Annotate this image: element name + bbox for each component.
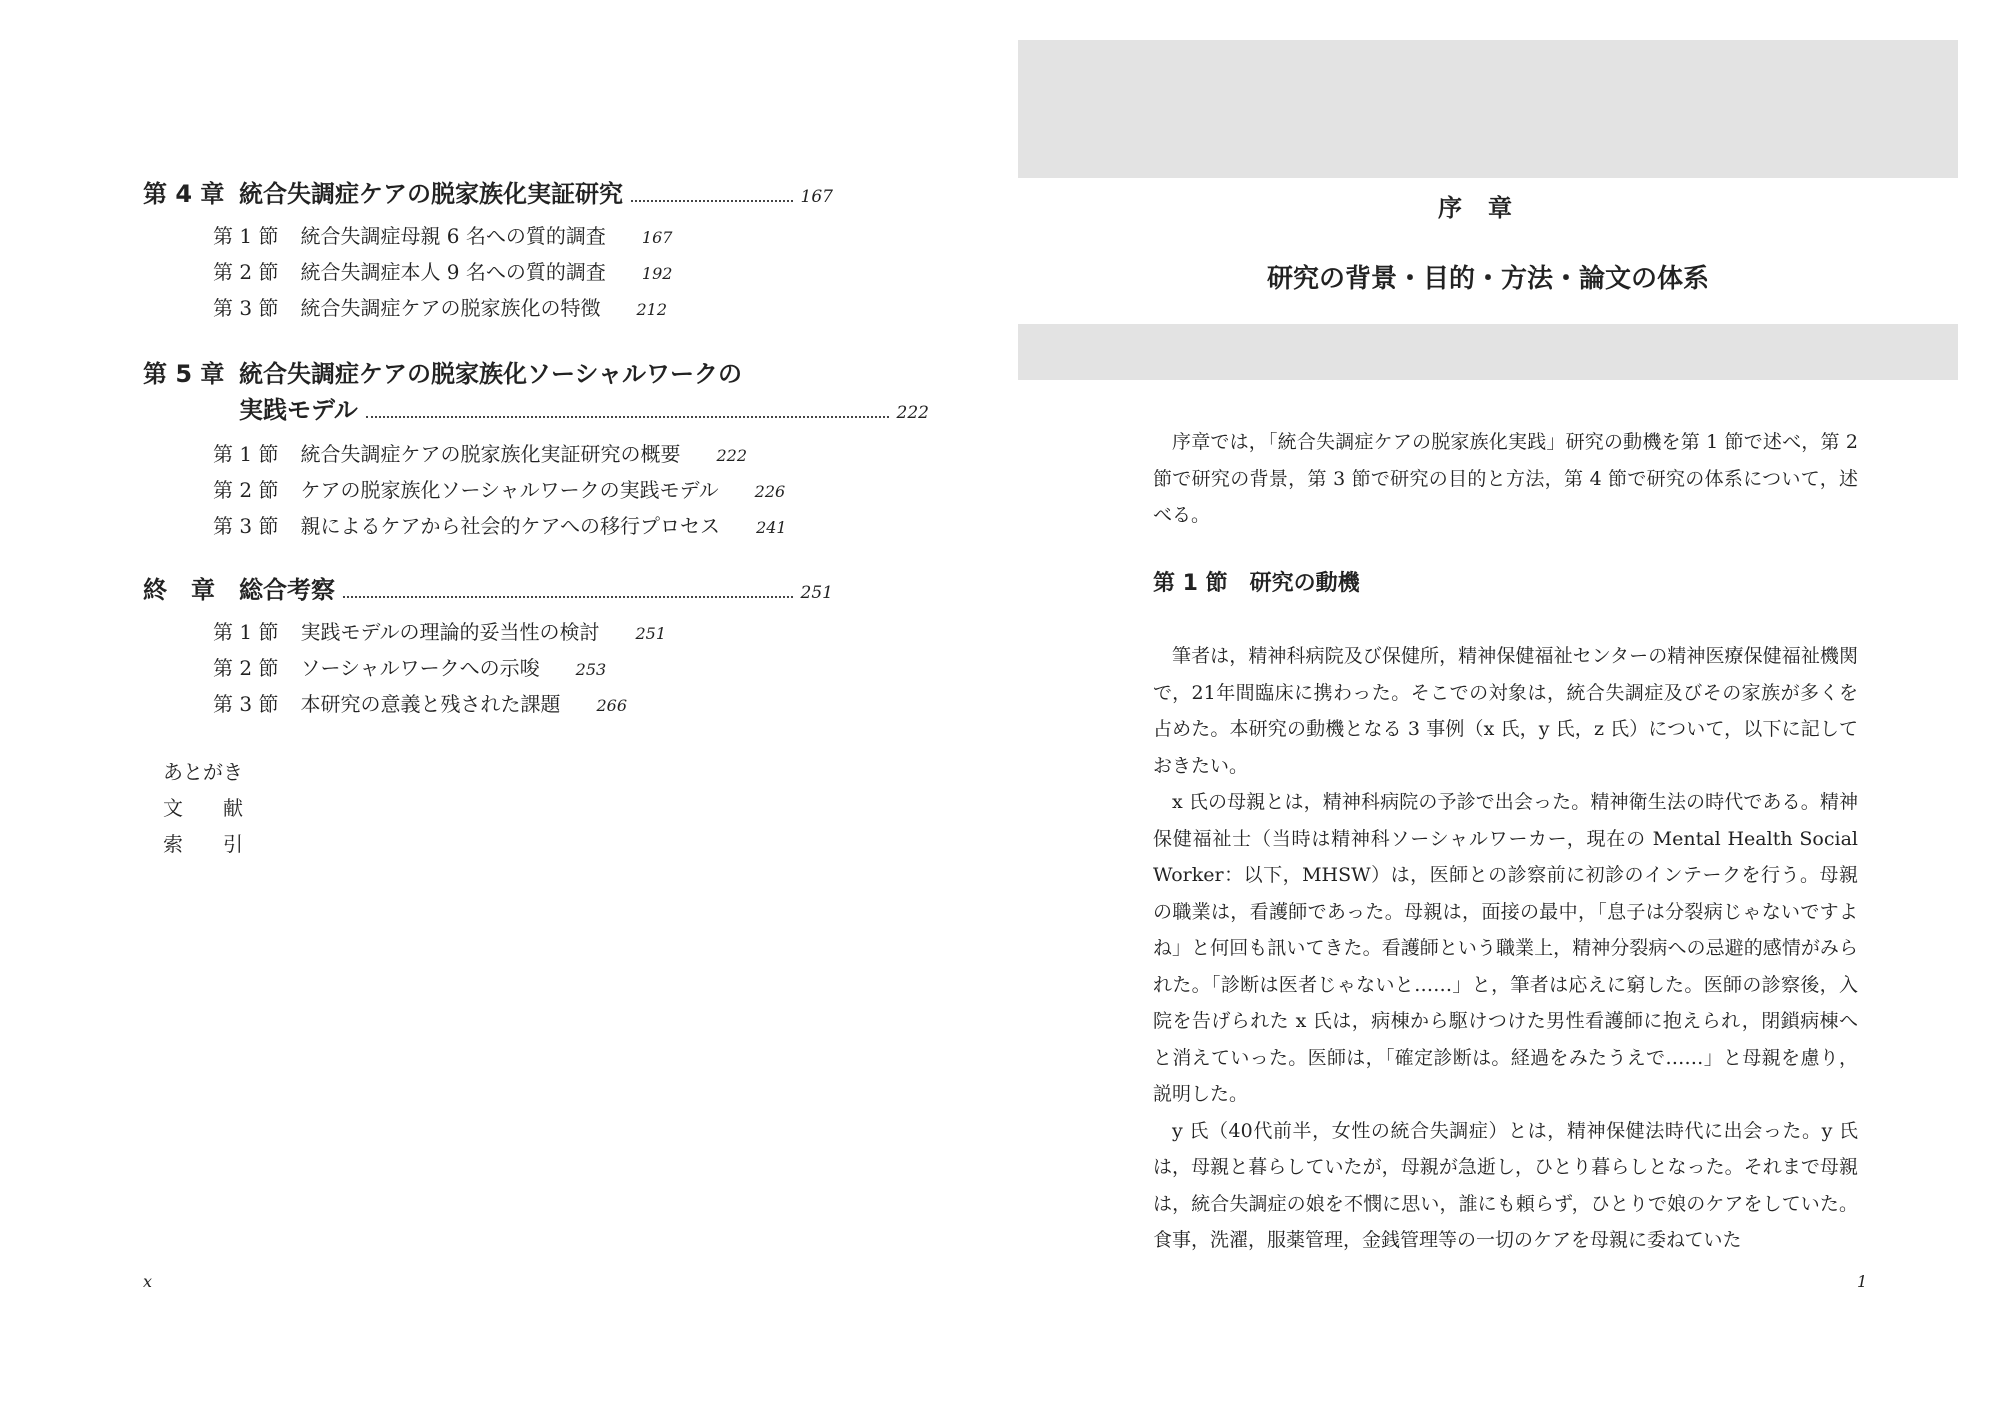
header-gray-band-bottom — [1018, 324, 1958, 380]
section-title: 本研究の意義と残された課題 — [300, 692, 561, 716]
toc-chapter-5 — [143, 356, 929, 431]
section-page: 192 — [641, 264, 673, 283]
toc-chapter-4 — [143, 176, 833, 215]
chapter-number: 終 章 — [143, 576, 215, 604]
section-page: 251 — [635, 624, 666, 643]
chapter-number: 第 5 章 — [143, 360, 225, 388]
section-number: 第 1 節 — [213, 442, 279, 466]
chapter-title: 統合失調症ケアの脱家族化実証研究 — [239, 180, 623, 208]
toc-section — [213, 254, 672, 292]
toc-section — [213, 472, 785, 510]
chapter-page: 167 — [800, 187, 833, 207]
section-number: 第 2 節 — [213, 656, 279, 680]
section-page: 167 — [641, 228, 673, 247]
section-number: 第 1 節 — [213, 620, 279, 644]
toc-section — [213, 436, 747, 474]
backmatter-afterword: あとがき — [163, 760, 243, 784]
section-title: ソーシャルワークへの示唆 — [300, 656, 540, 680]
chapter-page: 222 — [896, 403, 929, 423]
section-title: 統合失調症ケアの脱家族化の特徴 — [300, 296, 601, 320]
section-number: 第 3 節 — [213, 692, 279, 716]
header-gray-band-top — [1018, 40, 1958, 178]
dot-leader — [343, 595, 793, 598]
chapter-number: 第 4 章 — [143, 180, 225, 208]
chapter-title: 統合失調症ケアの脱家族化ソーシャルワークの — [239, 360, 743, 388]
body-paragraph: x 氏の母親とは，精神科病院の予診で出会った。精神衛生法の時代である。精神保健福祉士（当時は精神科ソーシャルワーカー，現在の Mental Health Social Worker：以下，MHSW）は，医師との診察前に初診のインテークを行う。母親の職業は，看護師であった。母親は，面接の最中，「息子は分裂病じゃないですよね」と何回も訊いてきた。看護師という職業上，精神分裂病への忌避的感情がみられた。「診断は医者じゃないと……」と，筆者は応えに窮した。医師の診察後，入院を告げられた x 氏は，病棟から駆けつけた男性看護師に抱えられ，閉鎖病棟へと消えていった。医師は，「確定診断は。経過をみたうえで……」と母親を慮り，説明した。 — [1153, 791, 1858, 1105]
section-heading: 第 1 節 研究の動機 — [1153, 571, 1360, 596]
section-number: 第 3 節 — [213, 296, 279, 320]
section-page: 241 — [756, 518, 787, 537]
toc-section — [213, 290, 667, 328]
page-number-left: x — [143, 1272, 153, 1291]
body-paragraph: 筆者は，精神科病院及び保健所，精神保健福祉センターの精神医療保健福祉機関で，21年間臨床に携わった。そこでの対象は，統合失調症及びその家族が多くを占めた。本研究の動機となる 3 事例（x 氏，y 氏，z 氏）について，以下に記しておきたい。 — [1153, 645, 1858, 777]
section-page: 222 — [716, 446, 747, 465]
dot-leader — [631, 199, 793, 202]
section-page: 253 — [575, 660, 607, 679]
toc-section — [213, 650, 606, 688]
intro-paragraph: 序章では，「統合失調症ケアの脱家族化実践」研究の動機を第 1 節で述べ，第 2 節で研究の背景，第 3 節で研究の目的と方法，第 4 節で研究の体系について，述べる。 — [1153, 431, 1858, 526]
chapter-title-continued: 実践モデル — [239, 396, 358, 424]
backmatter-index: 索 引 — [163, 832, 243, 856]
prologue-label: 序章 — [1438, 194, 1538, 222]
section-title: 親によるケアから社会的ケアへの移行プロセス — [300, 514, 721, 538]
section-title: 統合失調症本人 9 名への質的調査 — [300, 260, 606, 284]
section-number: 第 2 節 — [213, 478, 279, 502]
body-paragraph: y 氏（40代前半，女性の統合失調症）とは，精神保健法時代に出会った。y 氏は，母親と暮らしていたが，母親が急逝し，ひとり暮らしとなった。それまで母親は，統合失調症の娘を不憫に思い，誰にも頼らず，ひとりで娘のケアをしていた。食事，洗濯，服薬管理，金銭管理等の一切のケアを母親に委ねていた — [1153, 1119, 1858, 1251]
section-number: 第 2 節 — [213, 260, 279, 284]
toc-section — [213, 508, 787, 546]
section-title: 統合失調症母親 6 名への質的調査 — [300, 224, 606, 248]
toc-section — [213, 614, 666, 652]
toc-chapter-final — [143, 572, 833, 611]
toc-section — [213, 218, 672, 256]
chapter-page: 251 — [800, 583, 833, 603]
dot-leader — [366, 415, 889, 418]
section-number: 第 1 節 — [213, 224, 279, 248]
prologue-title: 研究の背景・目的・方法・論文の体系 — [1266, 264, 1709, 294]
toc-section — [213, 686, 627, 724]
section-title: ケアの脱家族化ソーシャルワークの実践モデル — [300, 478, 719, 502]
backmatter-references: 文 献 — [163, 796, 243, 820]
section-title: 統合失調症ケアの脱家族化実証研究の概要 — [300, 442, 681, 466]
prologue-intro — [1153, 424, 1858, 534]
section-number: 第 3 節 — [213, 514, 279, 538]
section-page: 212 — [636, 300, 667, 319]
page-number-right: 1 — [1857, 1272, 1868, 1291]
section-page: 266 — [596, 696, 627, 715]
chapter-title: 総合考察 — [239, 576, 335, 604]
section-title: 実践モデルの理論的妥当性の検討 — [300, 620, 600, 644]
section-page: 226 — [754, 482, 786, 501]
prologue-body — [1153, 638, 1858, 1259]
right-page — [1000, 0, 2000, 1414]
